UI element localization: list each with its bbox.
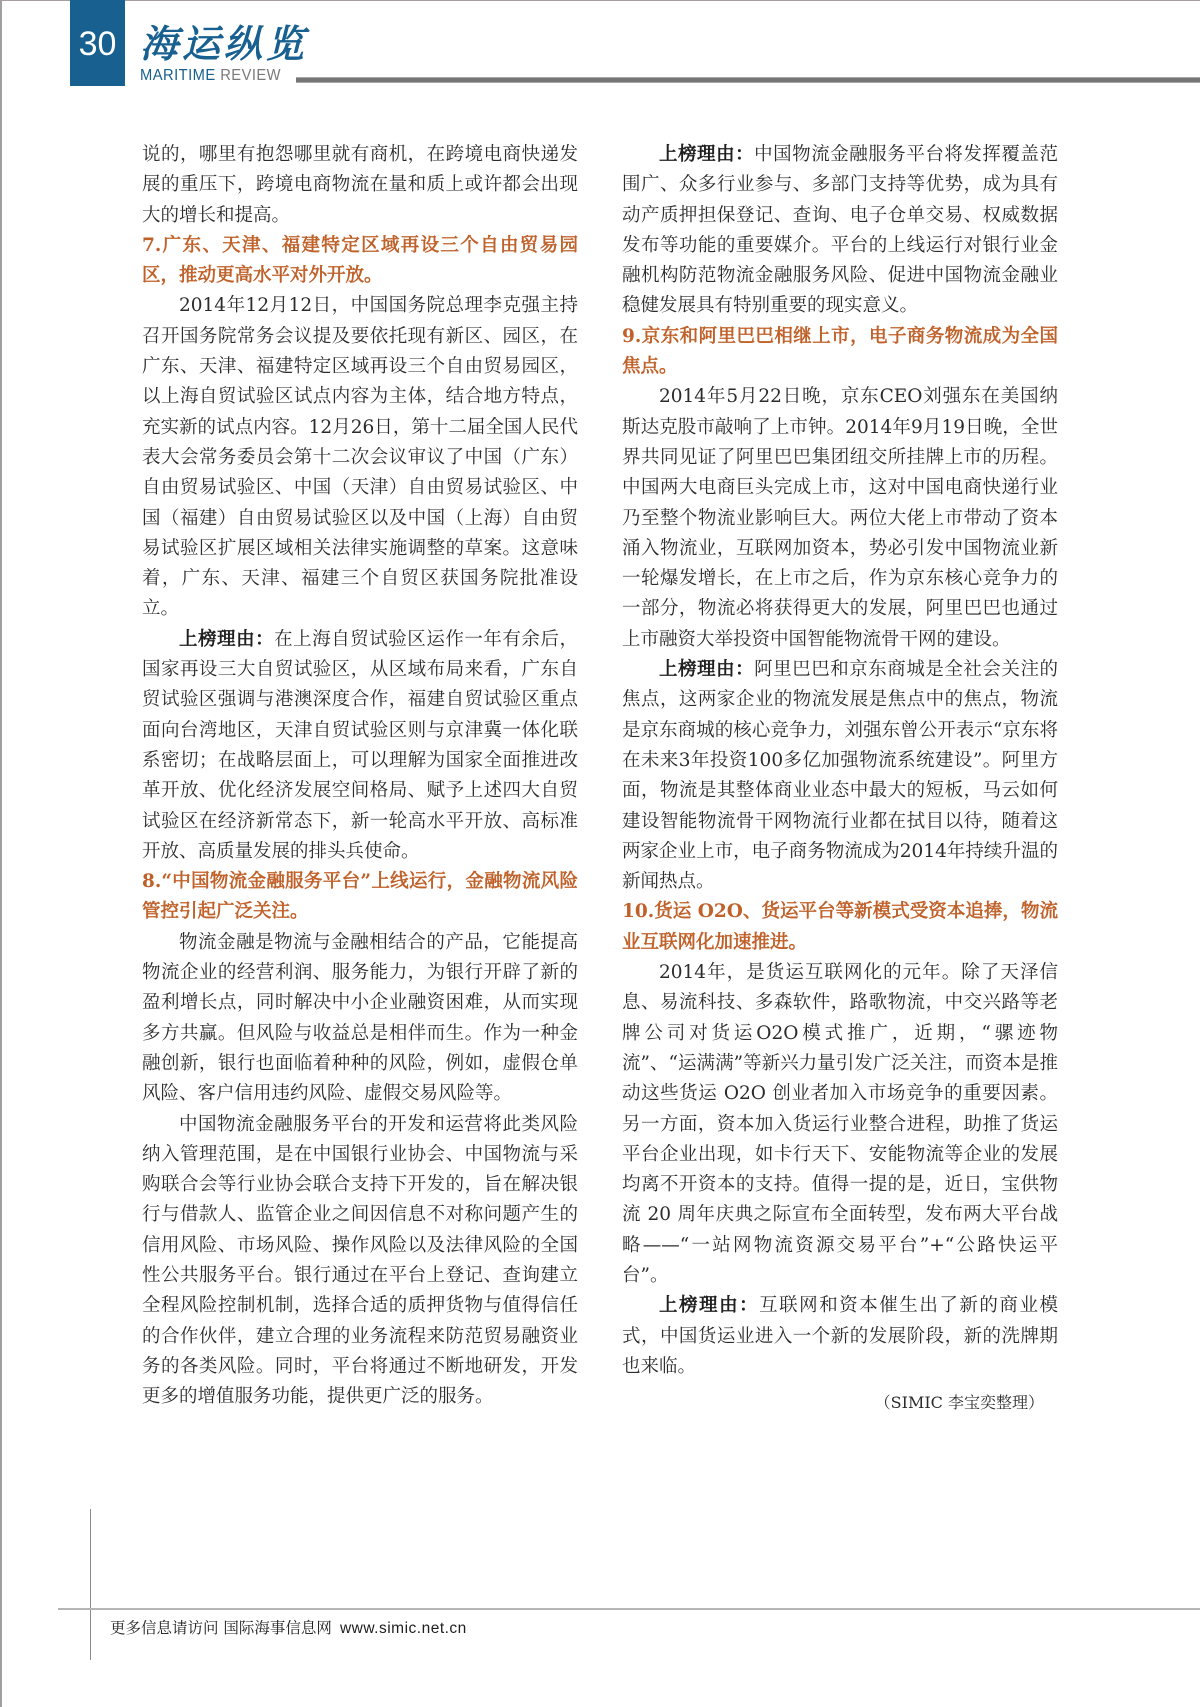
reason-text: 中国物流金融服务平台将发挥覆盖范围广、众多行业参与、多部门支持等优势，成为具有动产质押担保登记、查询、电子仓单交易、权威数据发布等功能的重要媒介。平台的上线运行对银行业金融机构防范物流金融服务风险、促进中国物流金融业稳健发展具有特别重要的现实意义。 xyxy=(622,144,1058,317)
paragraph-7-reason xyxy=(142,625,578,867)
magazine-title-en xyxy=(140,66,281,86)
magazine-title-en-part2: REVIEW xyxy=(220,67,282,84)
section-heading-9: 9.京东和阿里巴巴相继上市，电子商务物流成为全国焦点。 xyxy=(622,325,1058,378)
magazine-title-en-part1: MARITIME xyxy=(140,67,216,84)
page-number: 30 xyxy=(78,25,117,63)
paragraph-9-body: 2014年5月22日晚，京东CEO刘强东在美国纳斯达克股市敲响了上市钟。2014年9月19日晚，全世界共同见证了阿里巴巴集团纽交所挂牌上市的历程。中国两大电商巨头完成上市，这对中国电商快递行业乃至整个物流业影响巨大。两位大佬上市带动了资本涌入物流业，互联网加资本，势必引发中国物流业新一轮爆发增长，在上市之后，作为京东核心竞争力的一部分，物流必将获得更大的发展，阿里巴巴也通过上市融资大举投资中国智能物流骨干网的建设。 xyxy=(622,386,1058,650)
footer-text xyxy=(110,1617,467,1640)
section-heading-8: 8.“中国物流金融服务平台”上线运行，金融物流风险管控引起广泛关注。 xyxy=(142,871,578,923)
author-credit: （SIMIC 李宝奕整理） xyxy=(874,1393,1044,1413)
reason-text: 互联网和资本催生出了新的商业模式，中国货运业进入一个新的发展阶段，新的洗牌期也来临。 xyxy=(622,1295,1058,1377)
footer-url-link[interactable]: www.simic.net.cn xyxy=(339,1620,467,1637)
page-border-left xyxy=(0,0,2,1707)
left-column xyxy=(142,140,578,1412)
right-column xyxy=(622,140,1058,1418)
paragraph-7-body: 2014年12月12日，中国国务院总理李克强主持召开国务院常务会议提及要依托现有新区、园区，在广东、天津、福建特定区域再设三个自由贸易园区，以上海自贸试验区试点内容为主体，结合地方特点，充实新的试点内容。12月26日，第十二届全国人民代表大会常务委员会第十二次会议审议了中国（广东）自由贸易试验区、中国（天津）自由贸易试验区、中国（福建）自由贸易试验区以及中国（上海）自由贸易试验区扩展区域相关法律实施调整的草案。这意味着，广东、天津、福建三个自贸区获国务院批准设立。 xyxy=(142,295,578,620)
paragraph-10-body: 2014年，是货运互联网化的元年。除了天泽信息、易流科技、多森软件，路歌物流，中交兴路等老牌公司对货运O2O模式推广，近期，“骡迹物流”、“运满满”等新兴力量引发广泛关注，而资本是推动这些货运 O2O 创业者加入市场竞争的重要因素。另一方面，资本加入货运行业整合进程，助推了货运平台企业出现，如卡行天下、安能物流等企业的发展均离不开资本的支持。值得一提的是，近日，宝供物流 20 周年庆典之际宣布全面转型，发布两大平台战略——“一站网物流资源交易平台”+“公路快运平台”。 xyxy=(622,962,1058,1286)
page-number-badge xyxy=(70,0,125,86)
reason-text: 阿里巴巴和京东商城是全社会关注的焦点，这两家企业的物流发展是焦点中的焦点，物流是京东商城的核心竞争力，刘强东曾公开表示“京东将在未来3年投资100多亿加强物流系统建设”。阿里方面，物流是其整体商业业态中最大的短板，马云如何建设智能物流骨干网物流行业都在拭目以待，随着这两家企业上市，电子商务物流成为2014年持续升温的新闻热点。 xyxy=(622,659,1058,893)
page-border-top xyxy=(0,0,1200,1)
magazine-title-cn: 海运纵览 xyxy=(140,21,309,66)
footer-label: 更多信息请访问 国际海事信息网 xyxy=(110,1619,332,1637)
reason-label: 上榜理由： xyxy=(179,628,275,650)
paragraph-10-reason xyxy=(622,1291,1058,1382)
reason-label: 上榜理由： xyxy=(659,659,755,681)
paragraph-9-reason xyxy=(622,655,1058,897)
reason-label: 上榜理由： xyxy=(659,1295,760,1317)
paragraph-intro-continued: 说的，哪里有抱怨哪里就有商机，在跨境电商快递发展的重压下，跨境电商物流在量和质上或许都会出现大的增长和提高。 xyxy=(142,144,578,226)
section-heading-7: 7.广东、天津、福建特定区域再设三个自由贸易园区，推动更高水平对外开放。 xyxy=(142,234,578,287)
section-heading-10: 10.货运 O2O、货运平台等新模式受资本追捧，物流业互联网化加速推进。 xyxy=(622,901,1058,953)
reason-text: 在上海自贸试验区运作一年有余后，国家再设三大自贸试验区，从区域布局来看，广东自贸试验区强调与港澳深度合作，福建自贸试验区重点面向台湾地区，天津自贸试验区则与京津冀一体化联系密切；在战略层面上，可以理解为国家全面推进改革开放、优化经济发展空间格局、赋予上述四大自贸试验区在经济新常态下，新一轮高水平开放、高标准开放、高质量发展的排头兵使命。 xyxy=(142,628,578,862)
header-rule xyxy=(296,77,1200,83)
footer-vertical-rule xyxy=(90,1509,91,1660)
paragraph-8-body-2: 中国物流金融服务平台的开发和运营将此类风险纳入管理范围，是在中国银行业协会、中国物流与采购联合会等行业协会联合支持下开发的，旨在解决银行与借款人、监管企业之间因信息不对称问题产生的信用风险、市场风险、操作风险以及法律风险的全国性公共服务平台。银行通过在平台上登记、查询建立全程风险控制机制，选择合适的质押货物与值得信任的合作伙伴，建立合理的业务流程来防范贸易融资业务的各类风险。同时，平台将通过不断地研发，开发更多的增值服务功能，提供更广泛的服务。 xyxy=(142,1113,578,1408)
reason-label: 上榜理由： xyxy=(659,144,755,165)
paragraph-8-reason xyxy=(622,140,1058,322)
footer-rule xyxy=(58,1608,1200,1610)
paragraph-8-body-1: 物流金融是物流与金融相结合的产品，它能提高物流企业的经营利润、服务能力，为银行开辟了新的盈利增长点，同时解决中小企业融资困难，从而实现多方共赢。但风险与收益总是相伴而生。作为一种金融创新，银行也面临着种种的风险，例如，虚假仓单风险、客户信用违约风险、虚假交易风险等。 xyxy=(142,931,578,1105)
